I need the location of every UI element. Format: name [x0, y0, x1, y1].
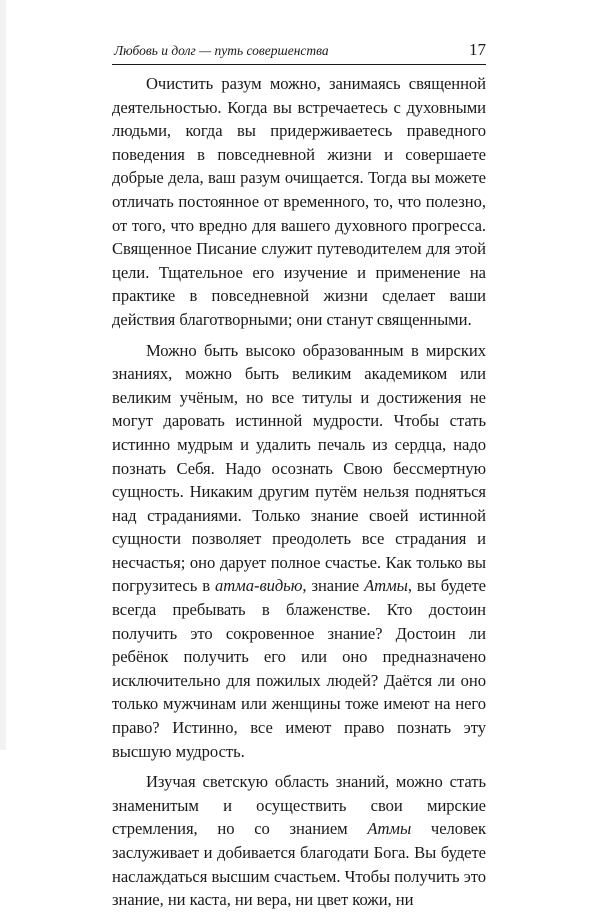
term-atma-vidya: атма-видью	[215, 576, 303, 596]
page-number: 17	[469, 40, 486, 59]
running-head: Любовь и долг — путь совершенства	[114, 43, 329, 58]
page-edge	[0, 0, 6, 750]
page-header	[112, 38, 486, 65]
term-atma: Атмы	[364, 576, 408, 596]
body-text	[112, 72, 486, 912]
paragraph-2: Можно быть высоко образованным в мирских знаниях, можно быть великим академиком или великим учёным, но все титулы и достижения не могут даровать истинной мудрости. Чтобы стать истинно мудрым и удалить печаль из сердца, надо познать Себя. Надо осознать Свою бессмертную сущность. Никаким другим путём нельзя подняться над страданиями. Только знание своей истинной сущности позволяет преодолеть все страдания и несчастья; оно дарует полное счастье. Как только вы погрузитесь в атма-видью, знание Атмы, вы будете всегда пребывать в блаженстве. Кто достоин получить это сокровенное знание? Достоин ли ребёнок получить его или оно предназначено исключительно для пожилых людей? Даётся ли оно только мужчинам или женщины тоже имеют на него право? Истинно, все имеют право познать эту высшую мудрость.	[112, 340, 486, 761]
paragraph-1: Очистить разум можно, занимаясь священной деятельностью. Когда вы встречаетесь с духовными людьми, когда вы придерживаетесь праведного поведения в повседневной жизни и совершаете добрые дела, ваш разум очищается. Тогда вы можете отличать постоянное от временного, то, что полезно, от того, что вредно для вашего духовного прогресса. Священное Писание служит путеводителем для этой цели. Тщательное его изучение и применение на практике в повседневной жизни сделает ваши действия благотворными; они станут священными.	[112, 74, 486, 329]
paragraph-3: Изучая светскую область знаний, можно стать знаменитым и осуществить свои мирские стремления, но со знанием Атмы человек заслуживает и добивается благодати Бога. Вы будете наслаждаться высшим счастьем. Чтобы получить это знание, ни каста, ни вера, ни цвет кожи, ни	[112, 772, 487, 910]
term-atma: Атмы	[367, 819, 412, 839]
